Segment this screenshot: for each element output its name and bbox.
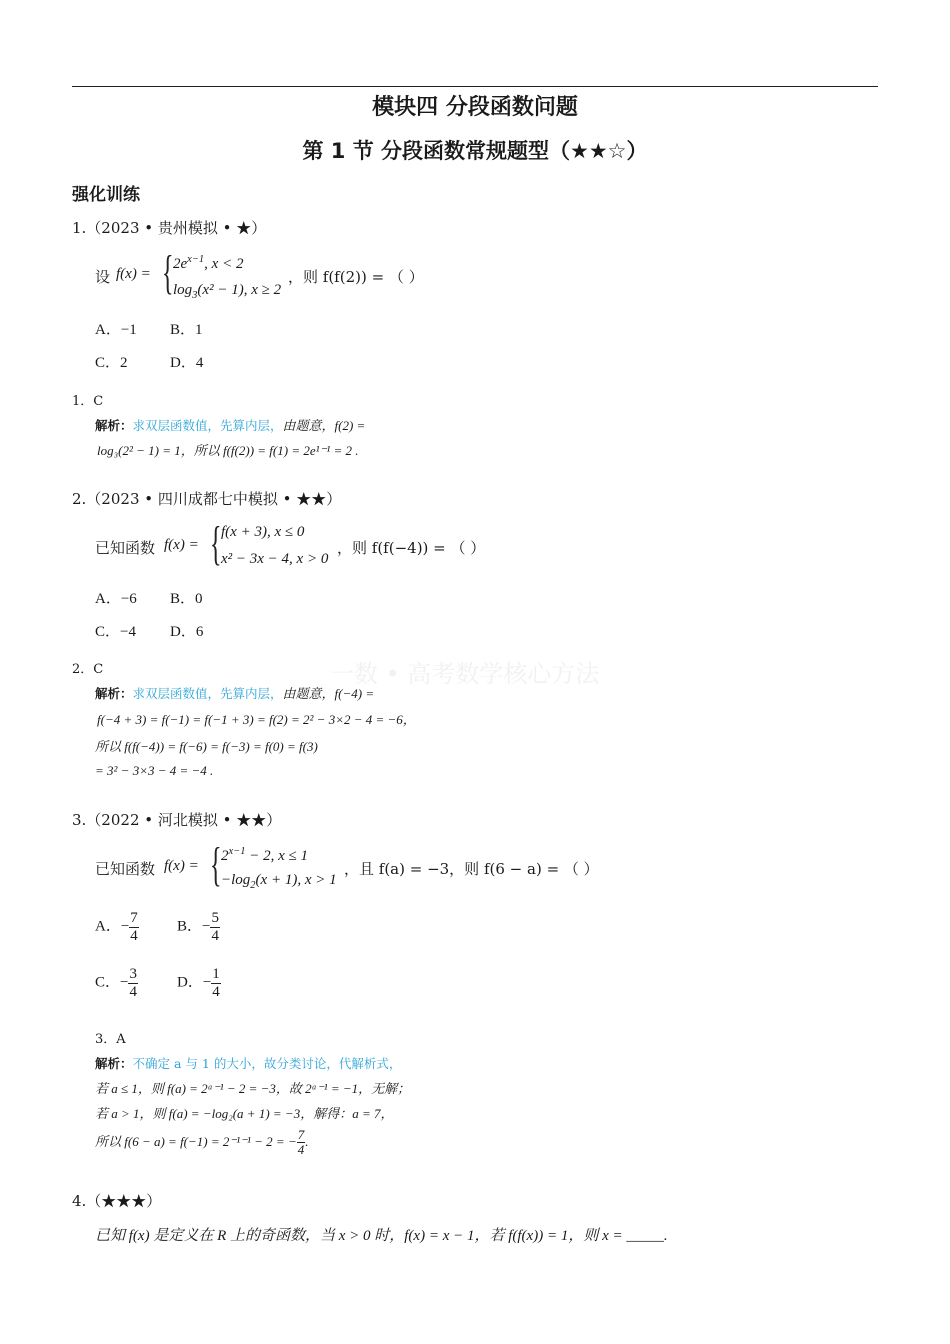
q3-case2: $-\log_2(x + 1)$, x > 1: [221, 872, 337, 891]
q2-solution-line3: 所以 f(f(−4)) = f(−6) = f(−3) = f(0) = f(3): [95, 739, 318, 754]
drill-label: 强化训练: [72, 185, 140, 205]
q1-fx: f(x) =: [116, 266, 151, 282]
q2-solution-line1: 解析：求双层函数值，先算内层，由题意，f(−4) =: [95, 686, 375, 701]
q3-solution-line2: 若 a ≤ 1，则 f(a) = 2ᵃ⁻¹ − 2 = −3，故 2ᵃ⁻¹ = −1，无解；: [95, 1081, 411, 1096]
q1-choice-d: D．4: [170, 355, 204, 371]
q2-ask: ，则 f(f(−4)) = （ ）: [337, 539, 486, 557]
q2-brace: {: [210, 517, 222, 570]
top-rule: [72, 86, 878, 87]
q4-text: 已知 f(x) 是定义在 R 上的奇函数，当 x > 0 时，f(x) = x − 1，若 f(f(x)) = 1，则 x = _____.: [95, 1228, 668, 1244]
watermark: 一数 • 高考数学核心方法: [330, 660, 600, 688]
q3-choice-c: C．− $\frac{3}{4}$: [95, 966, 137, 1000]
q2-solution-line2: f(−4 + 3) = f(−1) = f(−1 + 3) = f(2) = 2² − 3×2 − 4 = −6，: [97, 712, 416, 727]
q4-header: 4.（★★★）: [72, 1192, 162, 1210]
q3-solution-line4: 所以 f(6 − a) = f(−1) = 2⁻¹⁻¹ − 2 = − $\frac{7}{4}$ .: [95, 1127, 309, 1158]
q3-case1: $2^{x-1} - 2$, x ≤ 1: [221, 846, 309, 864]
q2-case2: x² − 3x − 4, x > 0: [221, 551, 329, 567]
q2-lead: 已知函数: [95, 539, 156, 557]
q3-solution-line3: 若 a > 1，则 f(a) = −log₂(a + 1) = −3，解得：a = 7，: [95, 1106, 394, 1121]
q1-case1: $2e^{x-1}$, x < 2: [173, 254, 244, 272]
q3-choice-b: B．− $\frac{5}{4}$: [177, 910, 219, 944]
q3-ask: ，且 f(a) = −3，则 f(6 − a) = （ ）: [344, 860, 599, 878]
section-title: 第 1 节 分段函数常规题型（★★☆）: [302, 139, 648, 163]
q2-choice-c: C．−4: [95, 624, 136, 640]
q2-answer: 2．C: [72, 662, 104, 677]
q1-solution-line1: 解析：求双层函数值，先算内层，由题意，f(2) =: [95, 418, 366, 433]
q3-choice-a: A．− $\frac{7}{4}$: [95, 910, 138, 944]
q2-choice-d: D．6: [170, 624, 204, 640]
q1-lead: 设: [95, 268, 111, 286]
q3-brace: {: [210, 838, 222, 891]
q3-fx: f(x) =: [164, 858, 199, 874]
q2-fx: f(x) =: [164, 537, 199, 553]
q3-choice-d: D．− $\frac{1}{4}$: [177, 966, 220, 1000]
q2-case1: f(x + 3), x ≤ 0: [221, 524, 305, 540]
q2-header: 2.（2023 • 四川成都七中模拟 • ★★）: [72, 490, 342, 508]
q1-choice-a: A．−1: [95, 322, 137, 338]
q1-solution-line2: log₃(2² − 1) = 1，所以 f(f(2)) = f(1) = 2e¹⁻¹ = 2 .: [97, 443, 359, 458]
q2-choice-b: B．0: [170, 591, 203, 607]
q3-solution-line1: 解析：不确定 a 与 1 的大小，故分类讨论，代解析式，: [95, 1056, 402, 1071]
q1-ask: ，则 f(f(2)) = （ ）: [288, 268, 424, 286]
q3-answer: 3．A: [95, 1032, 126, 1047]
q1-header: 1.（2023 • 贵州模拟 • ★）: [72, 219, 267, 237]
q3-lead: 已知函数: [95, 860, 156, 878]
q2-choice-a: A．−6: [95, 591, 137, 607]
q3-header: 3.（2022 • 河北模拟 • ★★）: [72, 811, 282, 829]
module-title: 模块四 分段函数问题: [372, 95, 578, 120]
q1-choice-c: C．2: [95, 355, 128, 371]
q1-brace: {: [162, 246, 174, 299]
q1-choice-b: B．1: [170, 322, 203, 338]
q1-answer: 1．C: [72, 394, 104, 409]
q2-solution-line4: = 3² − 3×3 − 4 = −4 .: [95, 763, 214, 778]
q1-case2: $\log_3(x^2 - 1)$, x ≥ 2: [173, 282, 282, 301]
